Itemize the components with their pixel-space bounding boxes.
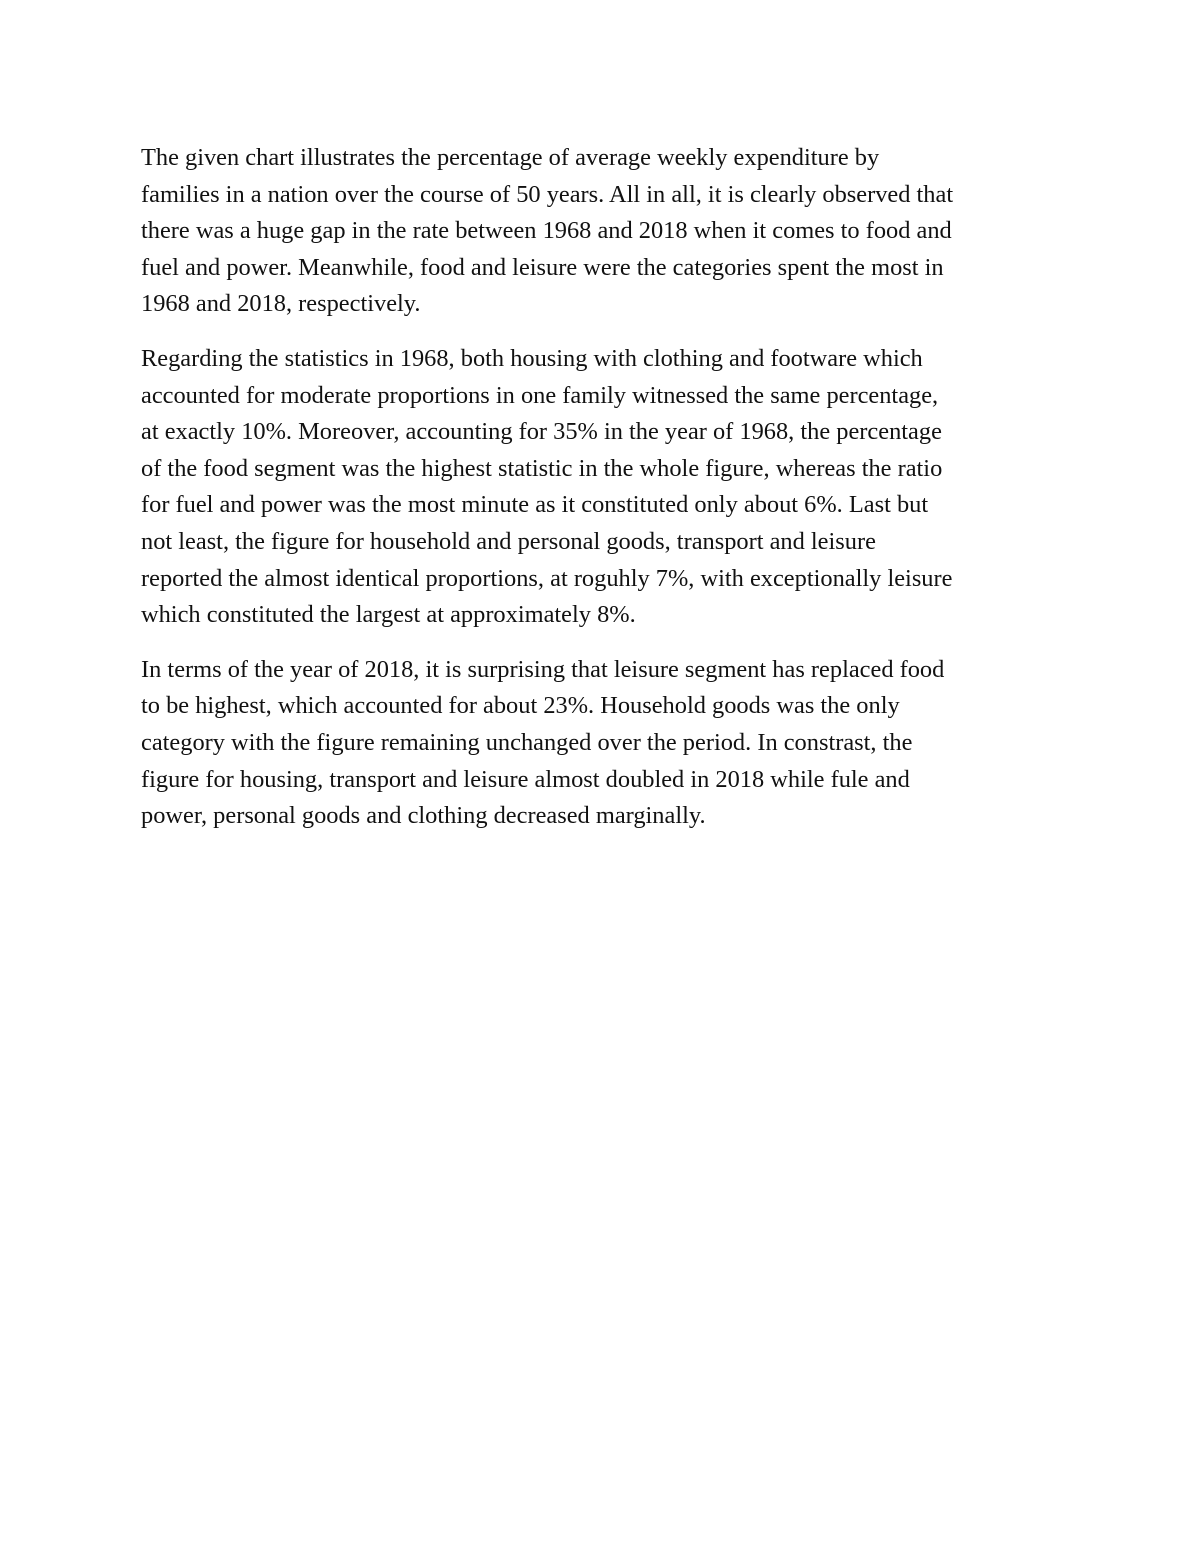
paragraph-1: [141, 140, 1066, 323]
text-line: at exactly 10%. Moreover, accounting for 35% in the year of 1968, the percentage: [141, 418, 942, 446]
text-line: accounted for moderate proportions in one family witnessed the same percentage,: [141, 381, 939, 409]
text-line: The given chart illustrates the percentage of average weekly expenditure by: [141, 144, 880, 171]
text-line: 1968 and 2018, respectively.: [141, 290, 421, 318]
text-line: reported the almost identical proportions, at roguhly 7%, with exceptionally leisure: [141, 564, 953, 592]
paragraph-2: [141, 341, 1066, 634]
text-line: there was a huge gap in the rate between 1968 and 2018 when it comes to food and: [141, 217, 952, 245]
text-line: families in a nation over the course of 50 years. All in all, it is clearly observed that: [141, 180, 954, 208]
text-line: category with the figure remaining unchanged over the period. In constrast, the: [141, 728, 913, 756]
text-line: figure for housing, transport and leisure almost doubled in 2018 while fule and: [141, 765, 910, 793]
text-line: for fuel and power was the most minute as it constituted only about 6%. Last but: [141, 491, 929, 519]
text-line: not least, the figure for household and personal goods, transport and leisure: [141, 527, 876, 555]
text-line: power, personal goods and clothing decreased marginally.: [141, 802, 706, 830]
text-line: which constituted the largest at approximately 8%.: [141, 601, 636, 629]
text-line: of the food segment was the highest statistic in the whole figure, whereas the ratio: [141, 454, 943, 482]
text-line: In terms of the year of 2018, it is surprising that leisure segment has replaced food: [141, 655, 945, 683]
document-body: [141, 140, 1066, 853]
text-line: to be highest, which accounted for about 23%. Household goods was the only: [141, 692, 900, 720]
paragraph-3: [141, 652, 1066, 835]
text-line: Regarding the statistics in 1968, both housing with clothing and footware which: [141, 344, 923, 372]
text-line: fuel and power. Meanwhile, food and leisure were the categories spent the most in: [141, 253, 944, 281]
